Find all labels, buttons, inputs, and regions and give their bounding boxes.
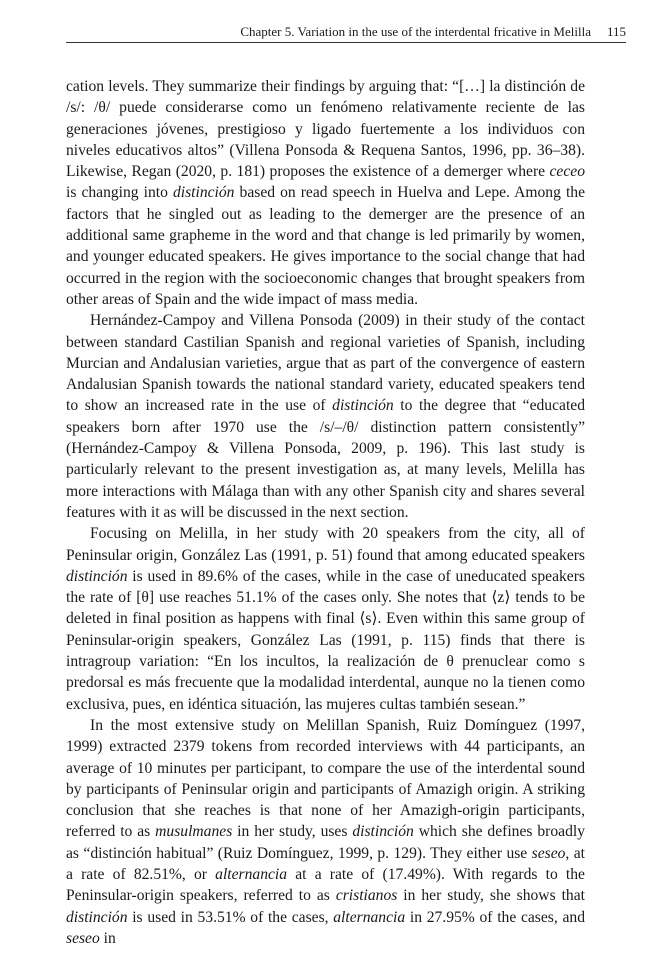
text-run: Hernández-Campoy and Villena Ponsoda (2009) in their study of the contact between standard Castilian Spanish and regional varieties of Spanish, including Murcian and Andalusian varieties, argue that as part of the convergence of eastern Andalusian Spanish towards the national standard variety, educated speakers tend to show an increased rate in the use of [66, 312, 585, 415]
italic-term: alternancia [215, 865, 288, 883]
running-head [66, 24, 626, 40]
italic-term: distinción [332, 397, 394, 415]
text-run: to the degree that “educated speakers born after 1970 use the /s/–/θ/ distinction pattern consistently” (Hernández-Campoy & Villena Ponsoda, 2009, p. 196). This last study is particularly relevant to the present investigation as, at many levels, Melilla has more interactions with Málaga than with any other Spanish city and shares several features with it as will be discussed in the next section. [66, 397, 585, 521]
italic-term: seseo [66, 929, 100, 947]
italic-term: distinción [66, 908, 128, 926]
running-title: Chapter 5. Variation in the use of the interdental fricative in Melilla [240, 24, 591, 39]
italic-term: distinción [66, 567, 128, 585]
paragraph [66, 76, 585, 310]
paragraph [66, 715, 585, 949]
italic-term: ceceo [549, 163, 585, 181]
text-run: is changing into [66, 184, 173, 202]
body-text [66, 76, 585, 949]
italic-term: seseo [531, 844, 566, 862]
text-run: which she defines broadly as “distinción habitual” (Ruiz Domínguez, 1999, p. 129). They either use [66, 823, 585, 862]
text-run: at a rate of (17.49%). With regards to the Peninsular-origin speakers, referred to as [66, 865, 585, 905]
text-run: based on read speech in Huelva and Lepe. Among the factors that he singled out as leading to the demerger are the presence of an additional same grapheme in the word and that change is led primarily by women, and younger educated speakers. He gives importance to the social change that had occurred in the region with the socioeconomic changes that brought speakers from other areas of Spain and the wide impact of mass media. [66, 184, 586, 308]
header-rule [66, 42, 626, 43]
paragraph [66, 310, 585, 523]
text-run: is used in 89.6% of the cases, while in the case of uneducated speakers the rate of [θ] use reaches 51.1% of the cases only. She notes that ⟨z⟩ tends to be deleted in final position as happens with final ⟨s⟩. Even within this same group of Peninsular-origin speakers, González Las (1991, p. 115) finds that there is intragroup variation: “En los incultos, la realización de θ prenuclear como s predorsal es más frecuente que la modalidad interdental, aunque no la tienen como exclusiva, pues, en idéntica situación, las mujeres cultas también sesean.” [66, 567, 585, 713]
italic-term: musulmanes [155, 823, 233, 841]
italic-term: distinción [352, 823, 414, 841]
text-run: cation levels. They summarize their findings by arguing that: “[…] la distinción de /s/: /θ/ puede considerarse como un fenómeno relativamente reciente de las generaciones jóvenes, prestigioso y ligado fuertemente a los individuos con niveles educativos altos” (Villena Ponsoda & Requena Santos, 1996, pp. 36–38). Likewise, Regan (2020, p. 181) proposes the existence of a demerger where [66, 78, 585, 181]
italic-term: alternancia [333, 908, 406, 926]
italic-term: cristianos [335, 887, 398, 905]
text-run: is used in 53.51% of the cases, [127, 908, 334, 926]
text-run: In the most extensive study on Melillan Spanish, Ruiz Domínguez (1997, 1999) extracted 2379 tokens from recorded interviews with 44 participants, an average of 10 minutes per participant, to compare the use of the interdental sound by participants of Peninsular origin and participants of Amazigh origin. A striking conclusion that she reaches is that none of her Amazigh-origin participants, referred to as [66, 716, 585, 841]
text-run: in her study, she shows that [397, 887, 585, 905]
text-run: in [99, 929, 116, 947]
text-run: in 27.95% of the cases, and [405, 908, 585, 926]
text-run: , at a rate of 82.51%, or [66, 844, 585, 883]
page-number: 115 [606, 24, 626, 39]
text-run: in her study, uses [232, 823, 353, 841]
paragraph [66, 523, 585, 715]
text-run: Focusing on Melilla, in her study with 20 speakers from the city, all of Peninsular origin, González Las (1991, p. 51) found that among educated speakers [66, 525, 585, 564]
italic-term: distinción [172, 184, 235, 202]
